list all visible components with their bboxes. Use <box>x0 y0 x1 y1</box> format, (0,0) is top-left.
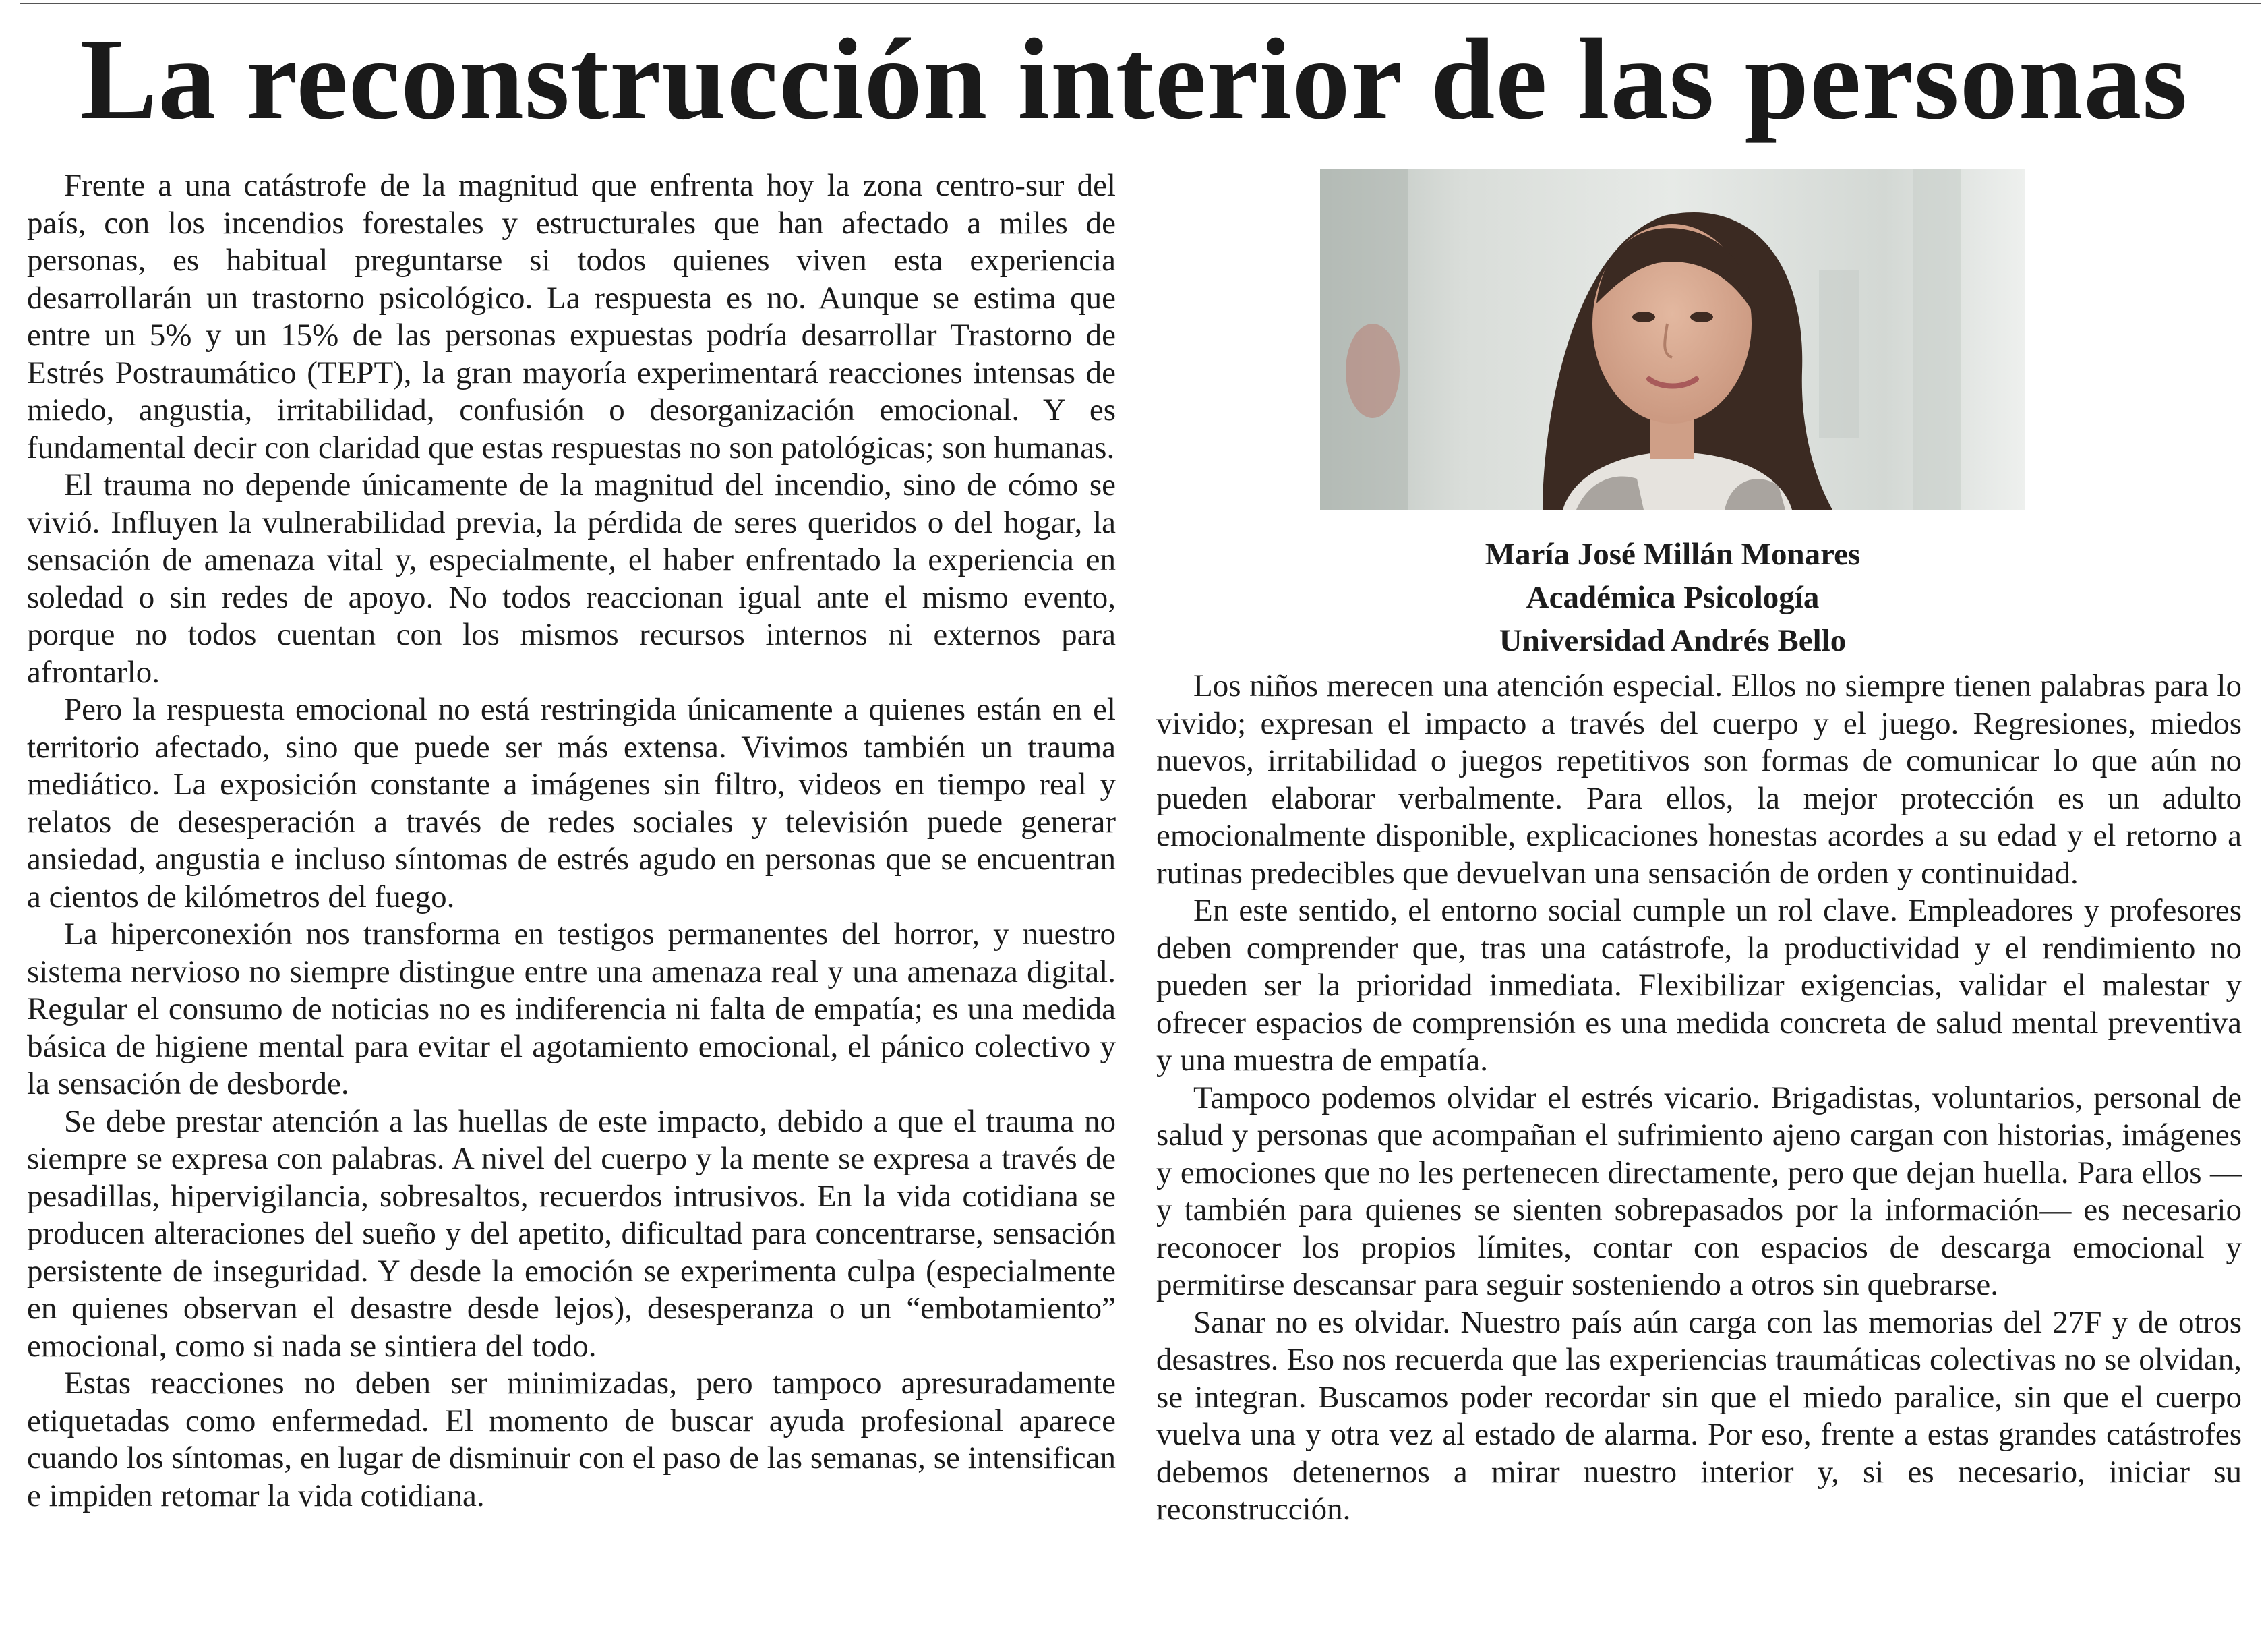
paragraph: Tampoco podemos olvidar el estrés vicario. Brigadistas, voluntarios, personal de salud y personas que acompañan el sufrimiento ajeno cargan con historias, imágenes y emociones que no les pertenecen directamente, pero que dejan huella. Para ellos —y también para quienes se sienten sobrepasados por la información— es necesario reconocer los propios límites, contar con espacios de descarga emocional y permitirse descansar para seguir sosteniendo a otros sin quebrarse. <box>1156 1080 2242 1302</box>
left-column <box>27 167 1116 1515</box>
article-headline: La reconstrucción interior de las personas <box>80 16 2188 144</box>
paragraph: El trauma no depende únicamente de la magnitud del incendio, sino de cómo se vivió. Influyen la vulnerabilidad previa, la pérdida de seres queridos o del hogar, la sensación de amenaza vital y, especialmente, el haber enfrentado la experiencia en soledad o sin redes de apoyo. No todos reaccionan igual ante el mismo evento, porque no todos cuentan con los mismos recursos internos ni externos para afrontarlo. <box>27 467 1116 690</box>
right-column <box>1156 668 2242 1529</box>
paragraph: Sanar no es olvidar. Nuestro país aún carga con las memorias del 27F y de otros desastres. Eso nos recuerda que las experiencias traumáticas colectivas no se olvidan, se integran. Buscamos poder recordar sin que el miedo paralice, sin que el cuerpo vuelva una y otra vez al estado de alarma. Por eso, frente a estas grandes catástrofes debemos detenernos a mirar nuestro interior y, si es necesario, iniciar su reconstrucción. <box>1156 1304 2242 1527</box>
paragraph: Frente a una catástrofe de la magnitud que enfrenta hoy la zona centro-sur del país, con los incendios forestales y estructurales que han afectado a miles de personas, es habitual preguntarse si todos quienes viven esta experiencia desarrollarán un trastorno psicológico. La respuesta es no. Aunque se estima que entre un 5% y un 15% de las personas expuestas podría desarrollar Trastorno de Estrés Postraumático (TEPT), la gran mayoría experimentará reacciones intensas de miedo, angustia, irritabilidad, confusión o desorganización emocional. Y es fundamental decir con claridad que estas respuestas no son patológicas; son humanas. <box>27 168 1116 465</box>
author-institution: Universidad Andrés Bello <box>1499 623 1847 658</box>
author-name: María José Millán Monares <box>1485 537 1861 572</box>
top-rule <box>20 3 2261 4</box>
paragraph: Pero la respuesta emocional no está restringida únicamente a quienes están en el territorio afectado, sino que puede ser más extensa. Vivimos también un trauma mediático. La exposición constante a imágenes sin filtro, videos en tiempo real y relatos de desesperación a través de redes sociales y televisión puede generar ansiedad, angustia e incluso síntomas de estrés agudo en personas que se encuentran a cientos de kilómetros del fuego. <box>27 692 1116 914</box>
author-caption <box>1320 533 2025 662</box>
author-photo <box>1320 169 2025 510</box>
author-role: Académica Psicología <box>1526 580 1820 615</box>
author-portrait-icon <box>1320 169 2025 510</box>
paragraph: Estas reacciones no deben ser minimizadas, pero tampoco apresuradamente etiquetadas como enfermedad. El momento de buscar ayuda profesional aparece cuando los síntomas, en lugar de disminuir con el paso de las semanas, se intensifican e impiden retomar la vida cotidiana. <box>27 1366 1116 1513</box>
paragraph: La hiperconexión nos transforma en testigos permanentes del horror, y nuestro sistema nervioso no siempre distingue entre una amenaza real y una amenaza digital. Regular el consumo de noticias no es indiferencia ni falta de empatía; es una medida básica de higiene mental para evitar el agotamiento emocional, el pánico colectivo y la sensación de desborde. <box>27 916 1116 1101</box>
paragraph: Los niños merecen una atención especial. Ellos no siempre tienen palabras para lo vivido; expresan el impacto a través del cuerpo y el juego. Regresiones, miedos nuevos, irritabilidad o juegos repetitivos son formas de comunicar lo que aún no pueden elaborar verbalmente. Para ellos, la mejor protección es un adulto emocionalmente disponible, explicaciones honestas acordes a su edad y el retorno a rutinas predecibles que devuelvan una sensación de orden y continuidad. <box>1156 668 2242 891</box>
paragraph: Se debe prestar atención a las huellas de este impacto, debido a que el trauma no siempre se expresa con palabras. A nivel del cuerpo y la mente se expresa a través de pesadillas, hipervigilancia, sobresaltos, recuerdos intrusivos. En la vida cotidiana se producen alteraciones del sueño y del apetito, dificultad para concentrarse, sensación persistente de inseguridad. Y desde la emoción se experimenta culpa (especialmente en quienes observan el desastre desde lejos), desesperanza o un “embotamiento” emocional, como si nada se sintiera del todo. <box>27 1103 1116 1364</box>
paragraph: En este sentido, el entorno social cumple un rol clave. Empleadores y profesores deben comprender que, tras una catástrofe, la productividad y el rendimiento no pueden ser la prioridad inmediata. Flexibilizar exigencias, validar el malestar y ofrecer espacios de comprensión es una medida concreta de salud mental preventiva y una muestra de empatía. <box>1156 893 2242 1078</box>
